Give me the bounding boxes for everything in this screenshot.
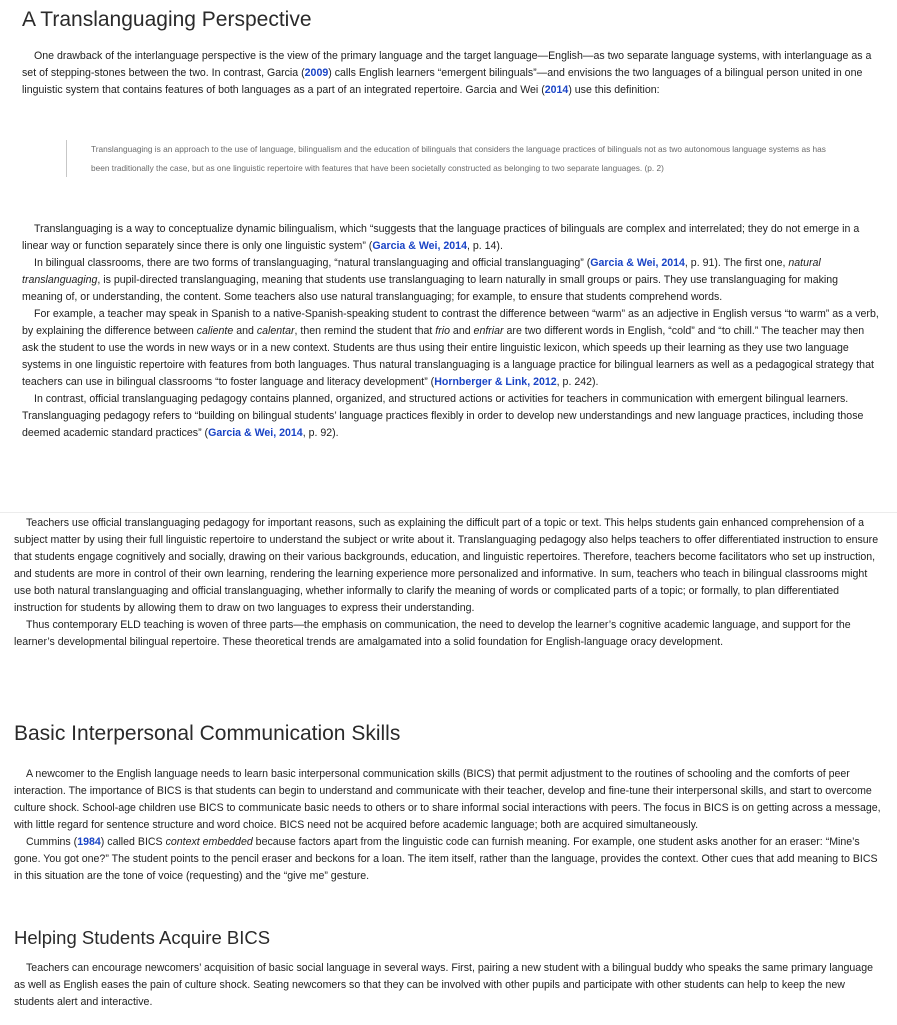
block-quote: Translanguaging is an approach to the use of language, bilingualism and the education of bilinguals that considers the language practices of bilinguals not as two autonomous language systems as has been traditionally the case, but as one linguistic repertoire with features that have been societally constructed as belonging to two separate languages. (p. 2) (66, 140, 827, 177)
page-section-2 (0, 512, 897, 1025)
citation-link[interactable]: Garcia & Wei, 2014 (590, 257, 685, 269)
paragraph: One drawback of the interlanguage perspective is the view of the primary language and the target language—English—as two separate language systems, with interlanguage as a set of stepping-stones between the two. In contrast, Garcia (2009) calls English learners “emergent bilinguals”—and envisions the two languages of a bilingual person united in one linguistic system that contains features of both languages as a part of an integrated repertoire. Garcia and Wei (2014) use this definition: (22, 50, 872, 96)
paragraph: Thus contemporary ELD teaching is woven of three parts—the emphasis on communication, the need to develop the learner’s cognitive academic language, and support for the learner’s developmental bilingual repertoire. These theoretical trends are amalgamated into a solid foundation for English-language oracy development. (14, 619, 851, 648)
section-title-bics: Basic Interpersonal Communication Skills (14, 722, 401, 745)
subsection-title-helping-bics: Helping Students Acquire BICS (14, 927, 271, 948)
paragraph: In bilingual classrooms, there are two forms of translanguaging, “natural translanguaging and official translanguaging” (Garcia & Wei, 2014, p. 91). The first one, natural translanguaging, is pupil-directed translanguaging, meaning that students use translanguaging to learn naturally in small groups or pairs. They use translanguaging for making meaning of, or understanding, the content. Some teachers also use natural translanguaging; for example, to ensure that students comprehend words. (22, 257, 839, 303)
citation-link[interactable]: Garcia & Wei, 2014 (372, 240, 467, 252)
citation-link[interactable]: 2009 (304, 67, 329, 79)
paragraph: In contrast, official translanguaging pedagogy contains planned, organized, and structured actions or activities for teachers in communication with emergent bilingual learners. Translanguaging pedagogy refers to “building on bilingual students’ language practices flexibly in order to develop new understandings and new language practices, including those deemed academic standard practices” (Garcia & Wei, 2014, p. 92). (22, 393, 864, 439)
paragraph: Teachers use official translanguaging pedagogy for important reasons, such as explaining the difficult part of a topic or text. This helps students gain enhanced comprehension of a subject matter by using their full linguistic repertoire to understand the subject or write about it. Translanguaging pedagogy also helps teachers to offer differentiated instruction to ensure that students engage cognitively and socially, drawing on their various backgrounds, education, and linguistic repertoires. Therefore, teachers become facilitators who set up instruction, and students are more in control of their own learning, rendering the learning experience more personalized and informative. In sum, teachers who teach in bilingual classrooms might use both natural translanguaging and official translanguaging, whether informally to clarify the meaning of words or complicated parts of a topic; or formally, to plan differentiated instruction for students by allowing them to draw on two languages to express their understanding. (14, 517, 879, 614)
citation-link[interactable]: 1984 (77, 836, 101, 848)
citation-link[interactable]: Hornberger & Link, 2012 (434, 376, 557, 388)
page-section-1 (0, 0, 897, 510)
paragraph: For example, a teacher may speak in Spanish to a native-Spanish-speaking student to contrast the difference between “warm” as an adjective in English versus “to warm” as a verb, by explaining the difference between caliente and calentar, then remind the student that frio and enfriar are two different words in English, “cold” and “to chill.” The teacher may then ask the student to use the words in new ways or in a new context. Students are thus using their entire linguistic lexicon, which speeds up their learning as they use two language systems in one linguistic repertoire with features from both languages. Thus natural translanguaging is a language practice for bilingual learners as well as a pedagogical strategy that teachers can use in bilingual classrooms “to foster language and literacy development” (Hornberger & Link, 2012, p. 242). (22, 308, 879, 388)
section-title-translanguaging: A Translanguaging Perspective (22, 8, 312, 31)
citation-link[interactable]: 2014 (544, 84, 569, 96)
paragraph: A newcomer to the English language needs to learn basic interpersonal communication skills (BICS) that permit adjustment to the routines of schooling and the comforts of peer interaction. The importance of BICS is that students can begin to understand and communicate with their teacher, develop and fine-tune their interpersonal skills, and start to overcome culture shock. School-age children use BICS to communicate basic needs to others or to share informal social interactions with peers. The focus in BICS is on getting across a message, with little regard for sentence structure and word choice. BICS need not be acquired before academic language; both are acquired simultaneously. (14, 768, 881, 831)
paragraph: Cummins (1984) called BICS context embedded because factors apart from the linguistic code can furnish meaning. For example, one student asks another for an eraser: “Mine’s gone. You got one?” The student points to the pencil eraser and beckons for a loan. The item itself, rather than the language, provides the context. Other cues that add meaning to BICS in this situation are the tone of voice (requesting) and the “give me” gesture. (14, 836, 878, 882)
paragraph: Translanguaging is a way to conceptualize dynamic bilingualism, which “suggests that the language practices of bilinguals are complex and interrelated; they do not emerge in a linear way or function separately since there is only one linguistic system” (Garcia & Wei, 2014, p. 14). (22, 223, 860, 252)
paragraph: Teachers can encourage newcomers’ acquisition of basic social language in several ways. First, pairing a new student with a bilingual buddy who speaks the same primary language as well as English eases the pain of culture shock. Seating newcomers so that they can be involved with other pupils and participate with other students can help to keep the new students alert and interactive. (14, 962, 873, 1008)
citation-link[interactable]: Garcia & Wei, 2014 (208, 427, 303, 439)
